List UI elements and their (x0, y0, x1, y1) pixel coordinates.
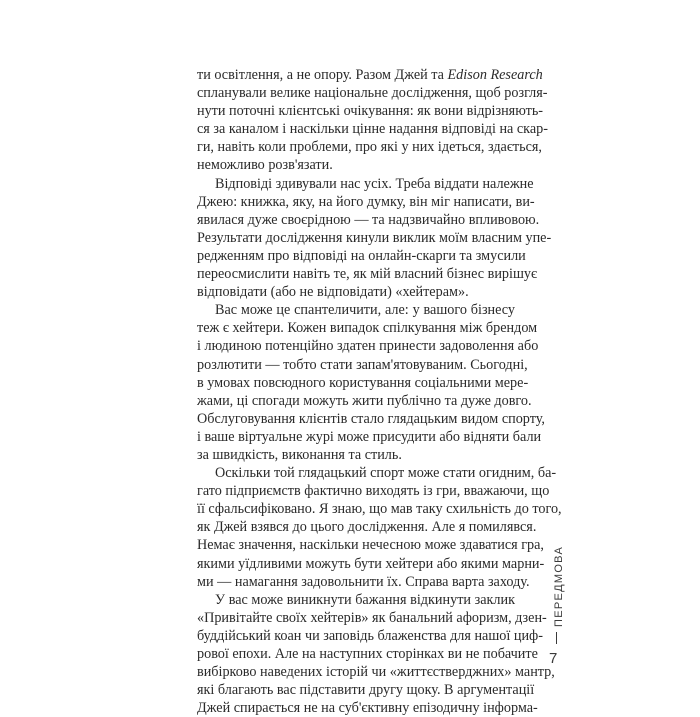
italic-name: Edison Research (447, 67, 543, 83)
text-line: Відповіді здивували нас усіх. Треба віддати належне (215, 175, 534, 192)
text-line: переосмислити навіть те, як мій власний бізнес вирішує (197, 266, 538, 283)
text-line: Вас може це спантеличити, але: у вашого бізнесу (215, 302, 515, 319)
text-line: Джей спирається не на суб'єктивну епізодичну інформа- (197, 700, 538, 717)
text-line: відповідати (або не відповідати) «хейтерам». (197, 284, 469, 301)
text-line: Оскільки той глядацький спорт може стати огидним, ба- (215, 465, 557, 482)
text-line: розлютити — тобто стати запам'ятовуваним. Сьогодні, (197, 356, 528, 373)
text-line: які благають вас підставити другу щоку. В аргументації (197, 682, 535, 699)
text-line: як Джей взявся до цього дослідження. Але я помилявся. (197, 519, 537, 536)
text-line: її сфальсифіковано. Я знаю, що мав таку схильність до того, (197, 501, 562, 518)
section-divider (556, 632, 557, 644)
text-line: за швидкість, виконання та стиль. (197, 446, 402, 463)
text-line: рової епохи. Але на наступних сторінках ви не побачите (197, 646, 538, 662)
text-line: У вас може виникнути бажання відкинути заклик (215, 591, 515, 608)
text-line: теж є хейтери. Кожен випадок спілкування між брендом (197, 320, 538, 337)
text-line: якими уїдливими можуть бути хейтери або якими марни- (197, 555, 545, 572)
text-line: в умовах повсюдного користування соціальними мере- (197, 374, 529, 391)
page-number: 7 (549, 650, 558, 667)
section-label (553, 542, 565, 642)
text-line: ми — намагання задовольнити їх. Справа варта заходу. (197, 573, 530, 590)
text-line: гато підприємств фактично виходять із гри, вважаючи, що (197, 483, 550, 500)
text-line: вибірково наведених історій чи «життєстверджних» мантр, (197, 664, 555, 681)
text-line: і людиною потенційно здатен принести задоволення або (197, 338, 539, 355)
text-line: неможливо розв'язати. (197, 157, 333, 174)
section-label-text: ПЕРЕДМОВА (553, 545, 565, 627)
text-line (197, 66, 543, 84)
text-line: буддійський коан чи заповідь блаженства для нашої циф- (197, 627, 543, 644)
text-line: нути поточні клієнтські очікування: як вони відрізняють- (197, 103, 544, 120)
text-line: Обслуговування клієнтів стало глядацьким видом спорту, (197, 410, 545, 427)
text-line: ся за каналом і наскільки цінне надання відповіді на скар- (197, 121, 548, 138)
text-fragment: ти освітлення, а не опору. Разом Джей та (197, 67, 448, 83)
text-line: явилася дуже своєрідною — та надзвичайно впливовою. (197, 211, 540, 228)
text-line: Джею: книжка, яку, на його думку, він міг написати, ви- (197, 193, 535, 210)
text-line: Результати дослідження кинули виклик моїм власним упе- (197, 229, 552, 246)
text-line: жами, ці спогади можуть жити публічно та дуже довго. (197, 392, 532, 409)
text-line: ги, навіть коли проблеми, про які у них ідеться, здається, (197, 139, 542, 156)
text-line: спланували велике національне дослідження, щоб розгля- (197, 85, 548, 102)
text-line: і ваше віртуальне журі може присудити або відняти бали (197, 428, 542, 445)
text-line: редженням про відповіді на онлайн-скарги та змусили (197, 247, 526, 264)
text-line: Немає значення, наскільки нечесною може здаватися гра, (197, 537, 544, 554)
text-line: «Привітайте своїх хейтерів» як банальний афоризм, дзен- (197, 609, 547, 626)
